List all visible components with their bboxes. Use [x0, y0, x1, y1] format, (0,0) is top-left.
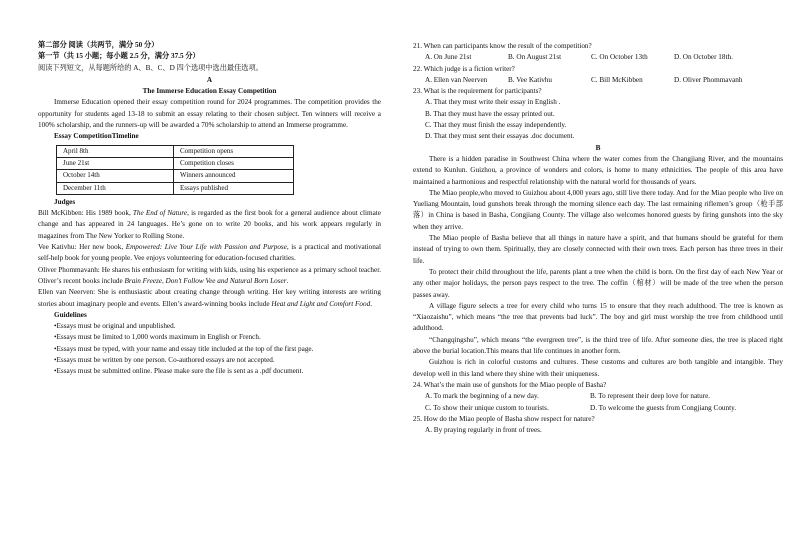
timeline-date: October 14th: [57, 170, 174, 182]
guidelines-heading: Guidelines: [54, 310, 87, 319]
passage-paragraph: “Changqingshu”, which means “the evergreen tree”, is the third tree of life. After someone dies, the tree is placed right above the burial location.This means that life continues in another form.: [413, 335, 783, 356]
passage-letter-a: A: [206, 75, 213, 84]
section-heading: 第二部分 阅读（共两节，满分 50 分）: [38, 41, 159, 49]
judge-oliver: [38, 265, 381, 288]
passage-paragraph: A village figure selects a tree for every child who turns 15 to ensure that they reach adulthood. The tree is known as “Xiaozaishu”, which means “the tree that prevents bad luck”. The boy and girl must worship the tree from childhood until adulthood.: [413, 301, 783, 333]
option: D. On October 18th.: [674, 53, 733, 62]
options-24-row1: [413, 391, 783, 402]
passage-paragraph: To protect their child throughout the life, parents plant a tree when the child is born. On the first day of each New Year or any other major holidays, the person pays respect to the tree. The coffin（棺材）will be made of the tree when the person passes away.: [413, 267, 783, 299]
intro-paragraph: Immerse Education opened their essay competition round for 2024 programmes. The competition provides the opportunity for students aged 13-18 to submit an essay relating to their chosen subject. Ten winners will receive a 100% scholarship, and the runners-up will be awarded a 70% scholarship to attend an Immerse programme.: [38, 98, 381, 130]
guideline-item: •Essays must be original and unpublished.: [54, 322, 176, 331]
timeline-date: April 8th: [57, 145, 174, 157]
option: B. That they must have the essay printed out.: [425, 109, 555, 118]
timeline-title: Essay CompetitionTimeline: [54, 132, 139, 141]
book-title: Brain Freeze, Don’t Follow Vee and Natural Born Loser: [124, 276, 287, 285]
timeline-event: Essays published: [174, 182, 294, 194]
option: C. That they must finish the essay independently.: [425, 121, 567, 130]
judge-text: Bill McKibben: His 1989 book,: [38, 209, 133, 218]
judge-text: Oliver Phommavanh: He shares his enthusiasm for writing with kids, using his experience as a primary school teacher. Oliver’s recent books include: [38, 265, 381, 285]
question-23: 23. What is the requirement for participants?: [413, 87, 542, 96]
guideline-item: •Essays must be written by one person. Co-authored essays are not accepted.: [54, 356, 275, 365]
option: D. That they must sent their essayas .doc document.: [425, 132, 575, 141]
timeline-event: Competition opens: [174, 145, 294, 157]
option: C. On October 13th: [591, 53, 648, 62]
guideline-item: •Essays must be submitted online. Please make sure the file is sent as a .pdf document.: [54, 367, 304, 376]
passage-title: The Immerse Education Essay Competition: [142, 87, 277, 96]
option: A. On June 21st: [425, 53, 472, 62]
option: D. Oliver Phommavanh: [674, 75, 743, 84]
book-title: Empowered: Live Your Life with Passion and Purpose: [125, 243, 287, 252]
judge-text: , is a practical and motivational self-help book for young people. Vee enjoys volunteering for education-focused charities.: [38, 243, 381, 263]
instruction: 阅读下列短文，从每题所给的 A、B、C、D 四个选项中选出最佳选项。: [38, 63, 263, 72]
options-22: [413, 75, 783, 86]
judge-text: .: [286, 276, 289, 285]
timeline-date: December 11th: [57, 182, 174, 194]
option: A. By praying regularly in front of trees.: [425, 426, 542, 435]
guideline-item: •Essays must be typed, with your name and essay title included at the top of the first page.: [54, 344, 314, 353]
judge-vee: [38, 242, 381, 265]
book-title: Heat and Light and Comfort Food: [271, 299, 371, 308]
option: A. To mark the beginning of a new day.: [425, 392, 539, 401]
subsection-heading: 第一节（共 15 小题；每小题 2.5 分，满分 37.5 分）: [38, 52, 200, 61]
options-21: [413, 52, 783, 63]
timeline-date: June 21st: [57, 157, 174, 169]
question-21: 21. When can participants know the result of the competition?: [413, 42, 592, 50]
options-24-row2: [413, 403, 783, 414]
guideline-item: •Essays must be limited to 1,000 words maximum in English or French.: [54, 333, 261, 342]
passage-paragraph: Guizhou is rich in colorful customs and cultures. These customs and cultures are both tangible and intangible. They develop well in this land where they shine with their uniqueness.: [413, 358, 783, 378]
table-row: [57, 157, 294, 169]
question-24: 24. What’s the main use of gunshots for the Miao people of Basha?: [413, 380, 607, 389]
option: C. To show their unique custom to tourists.: [425, 403, 549, 412]
table-row: [57, 145, 294, 157]
judge-text: , is regarded as the first book for a general audience about climate change and has appeared in 24 languages. He’s gone on to write 20 books, and his work appears regularly in magazines from The New Yorker to Rolling Stone.: [38, 209, 381, 240]
option: C. Bill McKibben: [591, 75, 643, 84]
option: A. That they must write their essay in English .: [425, 98, 561, 107]
right-column: [413, 41, 783, 436]
judge-bill: [38, 208, 381, 242]
timeline-table: [56, 145, 294, 195]
judges-heading: Judges: [54, 197, 76, 206]
judge-text: Ellen van Neerven: She is enthusiastic about creating change through writing. Her key writing interests are writing stories about imaginary people and events. Ellen’s award-winning books include: [38, 288, 381, 308]
passage-paragraph: The Miao people of Basha believe that all things in nature have a spirit, and that humans should be grateful for them instead of trying to own them. Spiritually, they are closely connected with their own trees. Each person has three trees in their life.: [413, 234, 783, 265]
question-22: 22. Which judge is a fiction writer?: [413, 64, 515, 73]
question-25: 25. How do the Miao people of Basha show respect for nature?: [413, 414, 595, 423]
option: D. To welcome the guests from Congjiang County.: [590, 403, 737, 412]
option: B. To represent their deep love for nature.: [590, 392, 711, 401]
table-row: [57, 170, 294, 182]
option: A. Ellen van Neerven: [425, 75, 488, 84]
passage-letter-b: B: [595, 143, 601, 152]
timeline-event: Competition closes: [174, 157, 294, 169]
judge-text: Vee Kativhu: Her new book,: [38, 243, 126, 252]
timeline-event: Winners announced: [174, 170, 294, 182]
book-title: The End of Nature: [132, 209, 188, 218]
left-column: [38, 40, 381, 378]
passage-paragraph: There is a hidden paradise in Southwest China where the water comes from the Changjiang River, and the mountains extend to Kunlun. Guizhou, a province of wonders and colors, is home to many ethnicities. The people of this area have maintained a harmonious and respectful relationship with the natural world for thousands of years.: [413, 154, 783, 186]
judge-ellen: [38, 287, 381, 310]
option: B. On August 21st: [508, 53, 562, 62]
table-row: [57, 182, 294, 194]
judge-text: .: [370, 299, 372, 308]
passage-paragraph: The Miao people,who moved to Guizhou about 4,000 years ago, still live there today. And for the Miao people who live on Yueliang Mountain, loud gunshots break through the morning silence each day. The last remaining riflemen’s group（枪手部落）in China is based in Basha, Congjiang County. The village also welcomes honored guests by firing gunshots into the sky when they arrive.: [413, 188, 783, 231]
option: B. Vee Kativhu: [508, 75, 552, 84]
